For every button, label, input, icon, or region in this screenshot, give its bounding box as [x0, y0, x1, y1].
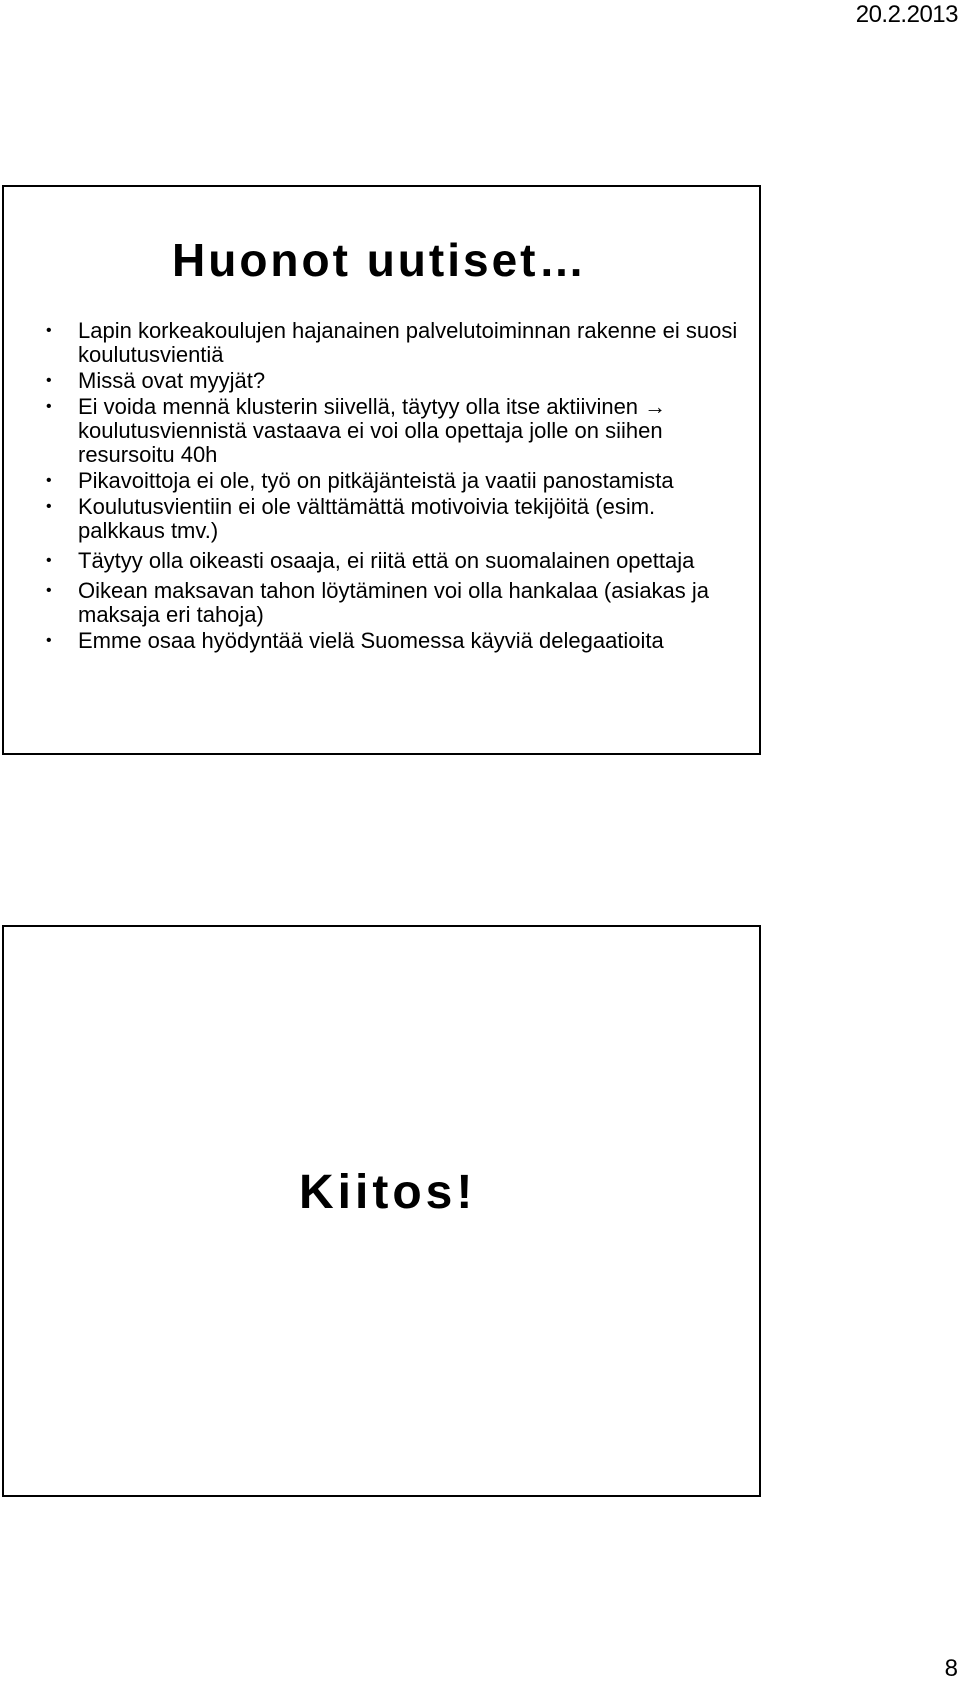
- list-item: [44, 629, 744, 653]
- bullet-list: [44, 319, 744, 653]
- slide-title: Huonot uutiset…: [172, 234, 588, 286]
- bullet-icon: •: [46, 498, 52, 515]
- bullet-text: Lapin korkeakoulujen hajanainen palvelutoiminnan rakenne ei suosi koulutusvientiä: [78, 318, 738, 367]
- bullet-icon: •: [46, 398, 52, 415]
- page-date: 20.2.2013: [855, 1, 958, 28]
- list-item: [44, 319, 744, 367]
- list-item: [44, 579, 744, 627]
- page-number: 8: [944, 1655, 958, 1682]
- bullet-text: Emme osaa hyödyntää vielä Suomessa käyviä delegaatioita: [78, 628, 664, 653]
- slide-thanks: [2, 925, 761, 1497]
- bullet-text: Oikean maksavan tahon löytäminen voi olla hankalaa (asiakas ja maksaja eri tahoja): [78, 578, 710, 627]
- list-item: [44, 369, 744, 393]
- list-item: [44, 395, 744, 467]
- bullet-text: Ei voida mennä klusterin siivellä, täytyy olla itse aktiivinen → koulutusviennistä vastaava ei voi olla opettaja jolle on siihen resursoitu 40h: [78, 394, 667, 467]
- list-item: [44, 469, 744, 493]
- bullet-text: Täytyy olla oikeasti osaaja, ei riitä että on suomalainen opettaja: [78, 548, 695, 573]
- bullet-text: Missä ovat myyjät?: [78, 368, 266, 393]
- bullet-icon: •: [46, 472, 52, 489]
- thanks-text: Kiitos!: [299, 1166, 477, 1219]
- slide-bad-news: [2, 185, 761, 755]
- bullet-icon: •: [46, 552, 52, 569]
- bullet-icon: •: [46, 372, 52, 389]
- bullet-icon: •: [46, 632, 52, 649]
- list-item: [44, 495, 744, 543]
- bullet-text: Koulutusvientiin ei ole välttämättä motivoivia tekijöitä (esim. palkkaus tmv.): [78, 494, 656, 543]
- bullet-text: Pikavoittoja ei ole, työ on pitkäjänteistä ja vaatii panostamista: [78, 468, 674, 493]
- bullet-icon: •: [46, 322, 52, 339]
- list-item: [44, 549, 744, 573]
- bullet-icon: •: [46, 582, 52, 599]
